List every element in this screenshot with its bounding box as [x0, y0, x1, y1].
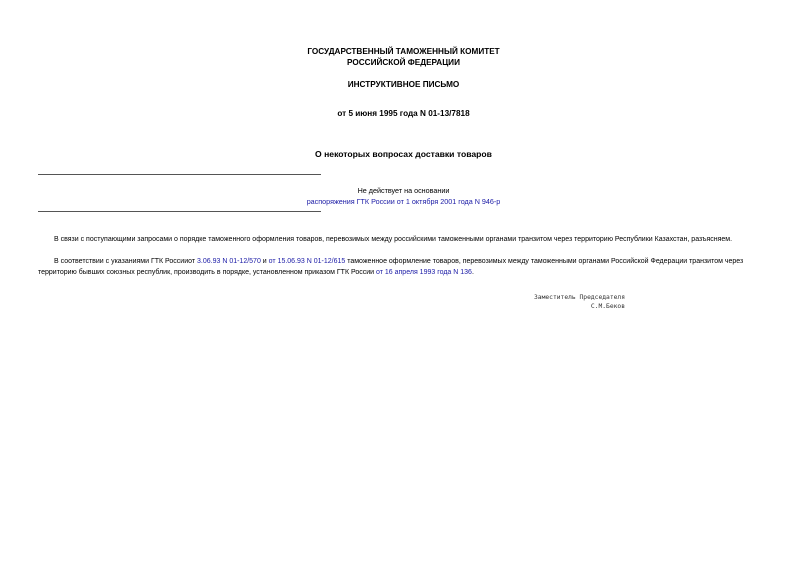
paragraph-text: . — [471, 269, 474, 276]
instruction-link-615[interactable]: от 15.06.93 N 01-12/615 — [268, 258, 346, 265]
status-divider-top — [38, 174, 321, 175]
paragraph-text: и — [260, 258, 269, 265]
status-text: Не действует на основании — [357, 186, 450, 195]
agency-name-line1: ГОСУДАРСТВЕННЫЙ ТАМОЖЕННЫЙ КОМИТЕТ — [307, 47, 500, 56]
document-type: ИНСТРУКТИВНОЕ ПИСЬМО — [347, 80, 460, 89]
status-divider-bottom — [38, 211, 321, 212]
paragraph-text: таможенное оформление товаров, перевозимых между таможенными органами Российской Федерации транзитом через территорию бывших союзных республик, производить в порядке, установленном приказом ГТК России — [38, 258, 744, 276]
instruction-link-570[interactable]: 3.06.93 N 01-12/570 — [197, 258, 261, 265]
body-paragraph-2 — [38, 256, 773, 278]
order-link-136[interactable]: от 16 апреля 1993 года N 136 — [376, 269, 472, 276]
agency-name-line2: РОССИЙСКОЙ ФЕДЕРАЦИИ — [347, 58, 460, 67]
signatory-position: Заместитель Председателя — [534, 294, 625, 301]
document-date-number: от 5 июня 1995 года N 01-13/7818 — [337, 109, 470, 118]
signatory-name: С.М.Беков — [590, 303, 625, 310]
status-link-line — [190, 197, 617, 207]
repeal-order-link[interactable]: распоряжения ГТК России от 1 октября 2001 года N 946-р — [306, 197, 501, 206]
paragraph-text: В соответствии с указаниями ГТК Россииот — [54, 258, 198, 265]
body-paragraph-1: В связи с поступающими запросами о порядке таможенного оформления товаров, перевозимых между российскими таможенными органами транзитом через территорию Республики Казахстан, разъясняем. — [54, 236, 733, 243]
document-title: О некоторых вопросах доставки товаров — [315, 149, 492, 159]
